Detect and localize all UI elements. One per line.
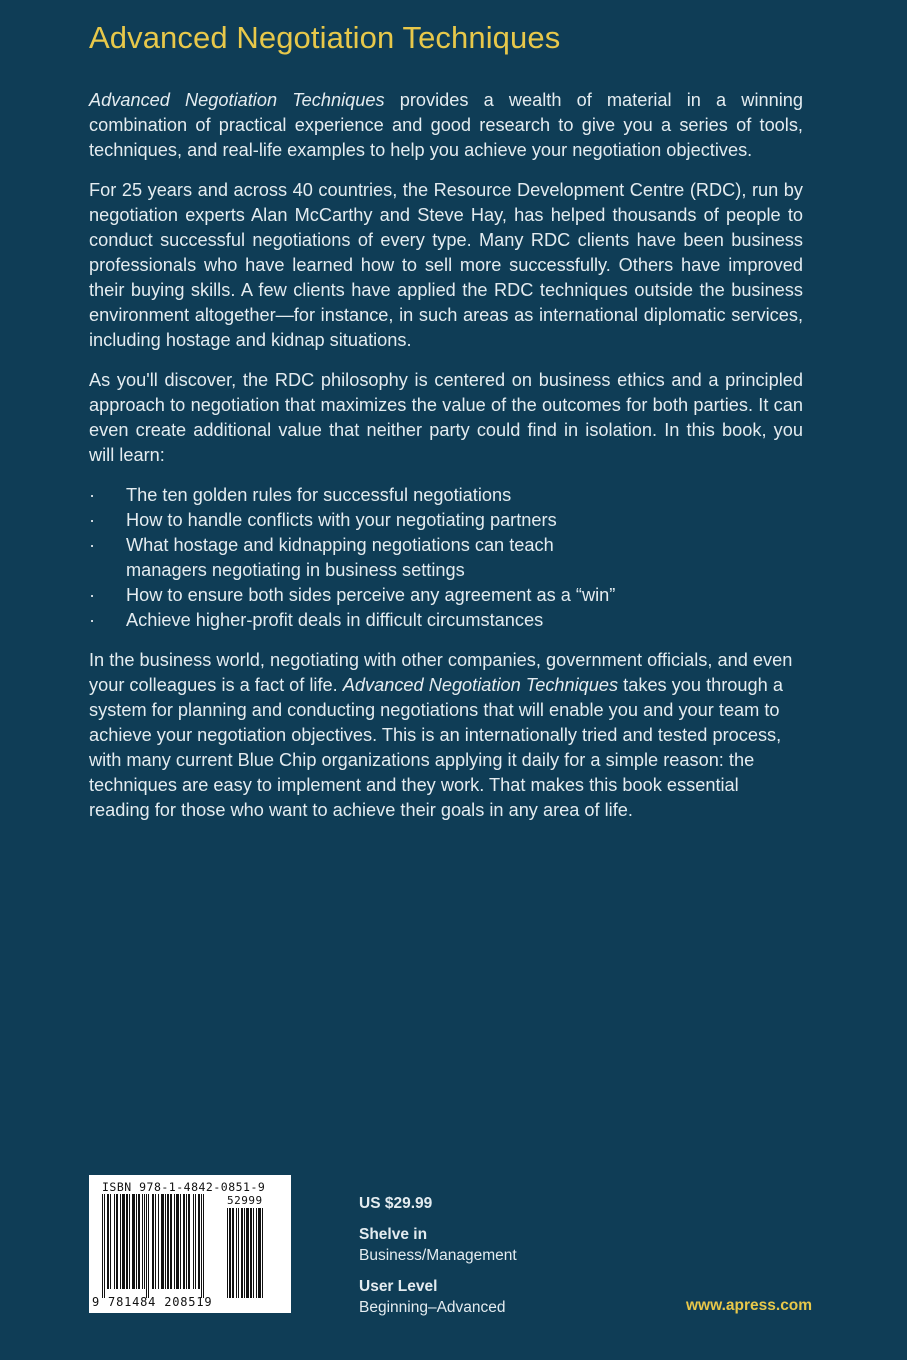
user-level-value: Beginning–Advanced xyxy=(359,1299,506,1316)
list-item: · How to ensure both sides perceive any agreement as a “win” xyxy=(89,583,803,608)
rdc-paragraph: For 25 years and across 40 countries, the Resource Development Centre (RDC), run by negotiation experts Alan McCarthy and Steve Hay, has helped thousands of people to conduct successful negotiations of every type. Many RDC clients have been business professionals who have learned how to sell more successfully. Others have improved their buying skills. A few clients have applied the RDC techniques outside the business environment altogether—for instance, in such areas as international diplomatic services, including hostage and kidnap situations. xyxy=(89,180,803,350)
shelve-value: Business/Management xyxy=(359,1247,517,1264)
list-item: · The ten golden rules for successful negotiations xyxy=(89,483,803,508)
bullet-icon: · xyxy=(89,610,96,630)
isbn-label: ISBN 978-1-4842-0851-9 xyxy=(102,1180,266,1194)
publisher-url[interactable]: www.apress.com xyxy=(686,1297,813,1314)
bullet-icon: · xyxy=(89,510,96,530)
intro-paragraph xyxy=(89,88,803,163)
price: US $29.99 xyxy=(359,1195,433,1212)
list-item: · Achieve higher-profit deals in difficult circumstances xyxy=(89,608,803,633)
bullet-icon: · xyxy=(89,585,96,605)
book-info xyxy=(359,1193,517,1328)
learning-list xyxy=(89,483,803,633)
intro-text: provides a wealth of material in a winning combination of practical experience and good research to give you a series of tools, techniques, and real-life examples to help you achieve your negotiation objectives. xyxy=(89,90,803,160)
price-addon-bars xyxy=(227,1208,282,1298)
barcode xyxy=(89,1175,291,1313)
ean-digits: 9 781484 208519 xyxy=(92,1295,213,1309)
philosophy-paragraph: As you'll discover, the RDC philosophy is centered on business ethics and a principled approach to negotiation that maximizes the value of the outcomes for both parties. It can even create additional value that neither party could find in isolation. In this book, you will learn: xyxy=(89,370,803,465)
closing-title-italic: Advanced Negotiation Techniques xyxy=(342,675,619,695)
list-item: · How to handle conflicts with your negotiating partners xyxy=(89,508,803,533)
barcode-bars xyxy=(102,1194,222,1298)
closing-paragraph: In the business world, negotiating with other companies, government officials, and even your colleagues is a fact of life. Advanced Negotiation Techniques takes you through a system for planning and conducting negotiations that will enable you and your team to achieve your negotiation objectives. This is an internationally tried and tested process, with many current Blue Chip organizations applying it daily for a simple reason: the techniques are easy to implement and they work. That makes this book essential reading for those who want to achieve their goals in any area of life. xyxy=(89,650,793,820)
user-level-label: User Level xyxy=(359,1278,438,1295)
bullet-icon: · xyxy=(89,535,96,555)
list-item: · What hostage and kidnapping negotiations can teach managers negotiating in business settings xyxy=(89,535,554,580)
description xyxy=(89,88,803,838)
shelve-label: Shelve in xyxy=(359,1226,428,1243)
price-code-label: 52999 xyxy=(227,1194,263,1207)
intro-title-italic: Advanced Negotiation Techniques xyxy=(89,90,385,110)
book-title: Advanced Negotiation Techniques xyxy=(89,20,561,55)
bullet-icon: · xyxy=(89,485,96,505)
